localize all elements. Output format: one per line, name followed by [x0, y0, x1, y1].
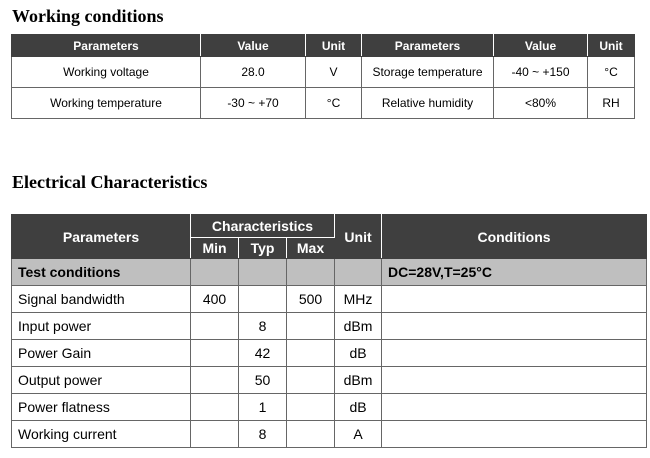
characteristics-header: Characteristics: [191, 215, 335, 238]
table-cell: Input power: [12, 313, 191, 340]
table-cell: 50: [239, 367, 287, 394]
table-cell: dBm: [335, 313, 382, 340]
column-header: Value: [494, 35, 588, 57]
table-cell: 8: [239, 421, 287, 448]
table-cell: [382, 367, 647, 394]
table-row: [12, 394, 647, 421]
table-cell: Working current: [12, 421, 191, 448]
table-cell: [287, 421, 335, 448]
table-cell: Power flatness: [12, 394, 191, 421]
table-cell: 1: [239, 394, 287, 421]
table-header-row: [12, 35, 635, 57]
electrical-characteristics-table: [11, 214, 647, 448]
table-cell: [239, 286, 287, 313]
parameters-header: Parameters: [12, 215, 191, 259]
table-cell: V: [306, 57, 362, 88]
table-cell: dBm: [335, 367, 382, 394]
table-cell: 400: [191, 286, 239, 313]
table-cell: 28.0: [201, 57, 306, 88]
conditions-header: Conditions: [382, 215, 647, 259]
table-cell: [382, 421, 647, 448]
typ-header: Typ: [239, 238, 287, 259]
table-cell: Power Gain: [12, 340, 191, 367]
table-cell: Storage temperature: [362, 57, 494, 88]
table-cell: [287, 259, 335, 286]
table-row: [12, 88, 635, 119]
column-header: Unit: [306, 35, 362, 57]
table-cell: °C: [588, 57, 635, 88]
table-cell: 8: [239, 313, 287, 340]
table-cell: <80%: [494, 88, 588, 119]
test-conditions-label: Test conditions: [12, 259, 191, 286]
column-header: Unit: [588, 35, 635, 57]
working-conditions-table: [11, 34, 635, 119]
working-conditions-heading: Working conditions: [12, 6, 164, 26]
table-cell: [191, 367, 239, 394]
min-header: Min: [191, 238, 239, 259]
max-header: Max: [287, 238, 335, 259]
table-cell: [287, 340, 335, 367]
table-cell: Relative humidity: [362, 88, 494, 119]
table-cell: [191, 259, 239, 286]
table-row: [12, 313, 647, 340]
table-cell: RH: [588, 88, 635, 119]
table-row: [12, 421, 647, 448]
table-cell: [382, 313, 647, 340]
test-conditions-value: DC=28V,T=25°C: [382, 259, 647, 286]
table-cell: [287, 313, 335, 340]
table-row: [12, 367, 647, 394]
table-cell: [191, 313, 239, 340]
column-header: Parameters: [12, 35, 201, 57]
electrical-characteristics-heading: Electrical Characteristics: [12, 172, 208, 192]
table-cell: [382, 286, 647, 313]
table-cell: [287, 367, 335, 394]
unit-header: Unit: [335, 215, 382, 259]
table-cell: °C: [306, 88, 362, 119]
table-cell: A: [335, 421, 382, 448]
table-cell: Working temperature: [12, 88, 201, 119]
table-cell: 42: [239, 340, 287, 367]
table-header-row: [12, 215, 647, 238]
table-cell: [191, 394, 239, 421]
table-cell: Output power: [12, 367, 191, 394]
table-row: [12, 340, 647, 367]
table-cell: [239, 259, 287, 286]
table-cell: -30 ~ +70: [201, 88, 306, 119]
table-cell: Signal bandwidth: [12, 286, 191, 313]
column-header: Value: [201, 35, 306, 57]
table-cell: [335, 259, 382, 286]
table-cell: [191, 340, 239, 367]
table-cell: Working voltage: [12, 57, 201, 88]
table-cell: dB: [335, 394, 382, 421]
column-header: Parameters: [362, 35, 494, 57]
table-cell: [382, 394, 647, 421]
test-conditions-row: [12, 259, 647, 286]
table-cell: [382, 340, 647, 367]
table-row: [12, 57, 635, 88]
table-row: [12, 286, 647, 313]
table-cell: [191, 421, 239, 448]
table-cell: -40 ~ +150: [494, 57, 588, 88]
table-cell: 500: [287, 286, 335, 313]
table-cell: MHz: [335, 286, 382, 313]
table-cell: [287, 394, 335, 421]
table-cell: dB: [335, 340, 382, 367]
